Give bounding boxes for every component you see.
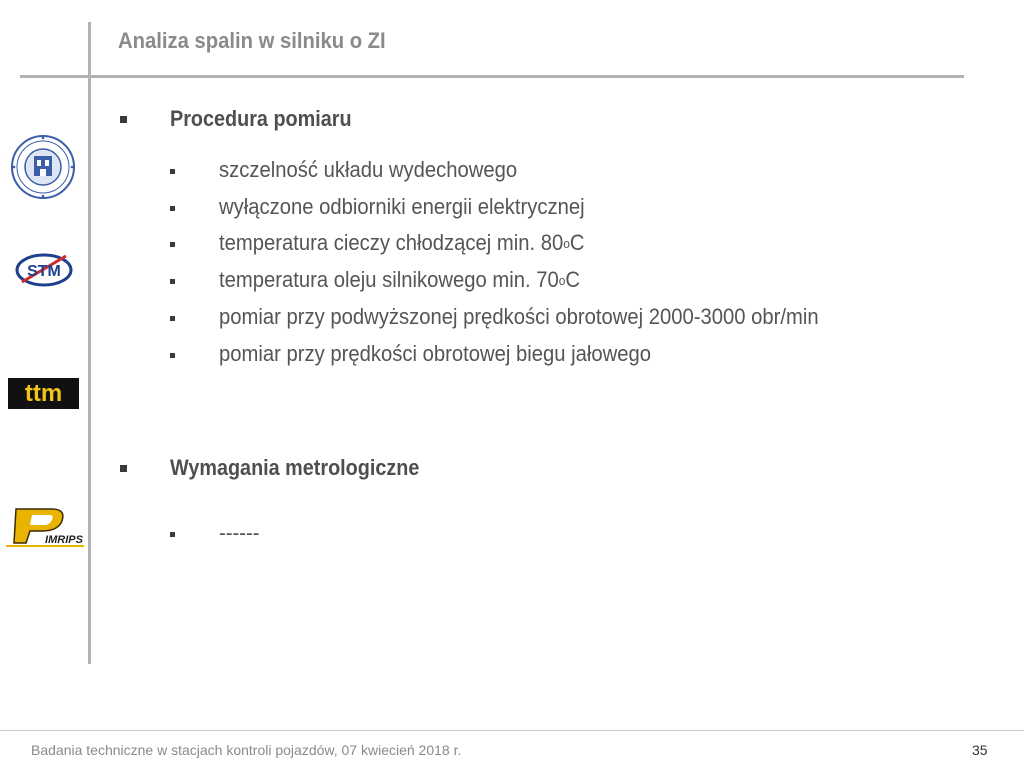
svg-text:ttm: ttm (24, 380, 63, 407)
section-heading: Wymagania metrologiczne (170, 455, 420, 480)
square-bullet-icon (170, 206, 175, 211)
header-rule (20, 75, 964, 78)
square-bullet-icon (170, 279, 175, 284)
svg-text:STM: STM (27, 263, 61, 280)
section-heading: Procedura pomiaru (170, 106, 352, 131)
footer-rule (0, 730, 1024, 731)
stm-logo (14, 250, 74, 290)
university-seal-logo (10, 134, 76, 200)
square-bullet-icon (170, 316, 175, 321)
page-number: 35 (972, 742, 988, 758)
ttm-logo (8, 378, 79, 409)
square-bullet-icon (170, 242, 175, 247)
square-bullet-icon (120, 116, 127, 123)
svg-text:IMRIPS: IMRIPS (45, 534, 83, 546)
pimrips-logo (6, 505, 84, 549)
square-bullet-icon (170, 532, 175, 537)
slide-title: Analiza spalin w silniku o ZI (118, 28, 386, 53)
vertical-rule (88, 22, 91, 664)
square-bullet-icon (170, 169, 175, 174)
square-bullet-icon (120, 465, 127, 472)
footer-text: Badania techniczne w stacjach kontroli pojazdów, 07 kwiecień 2018 r. (31, 742, 462, 758)
square-bullet-icon (170, 353, 175, 358)
